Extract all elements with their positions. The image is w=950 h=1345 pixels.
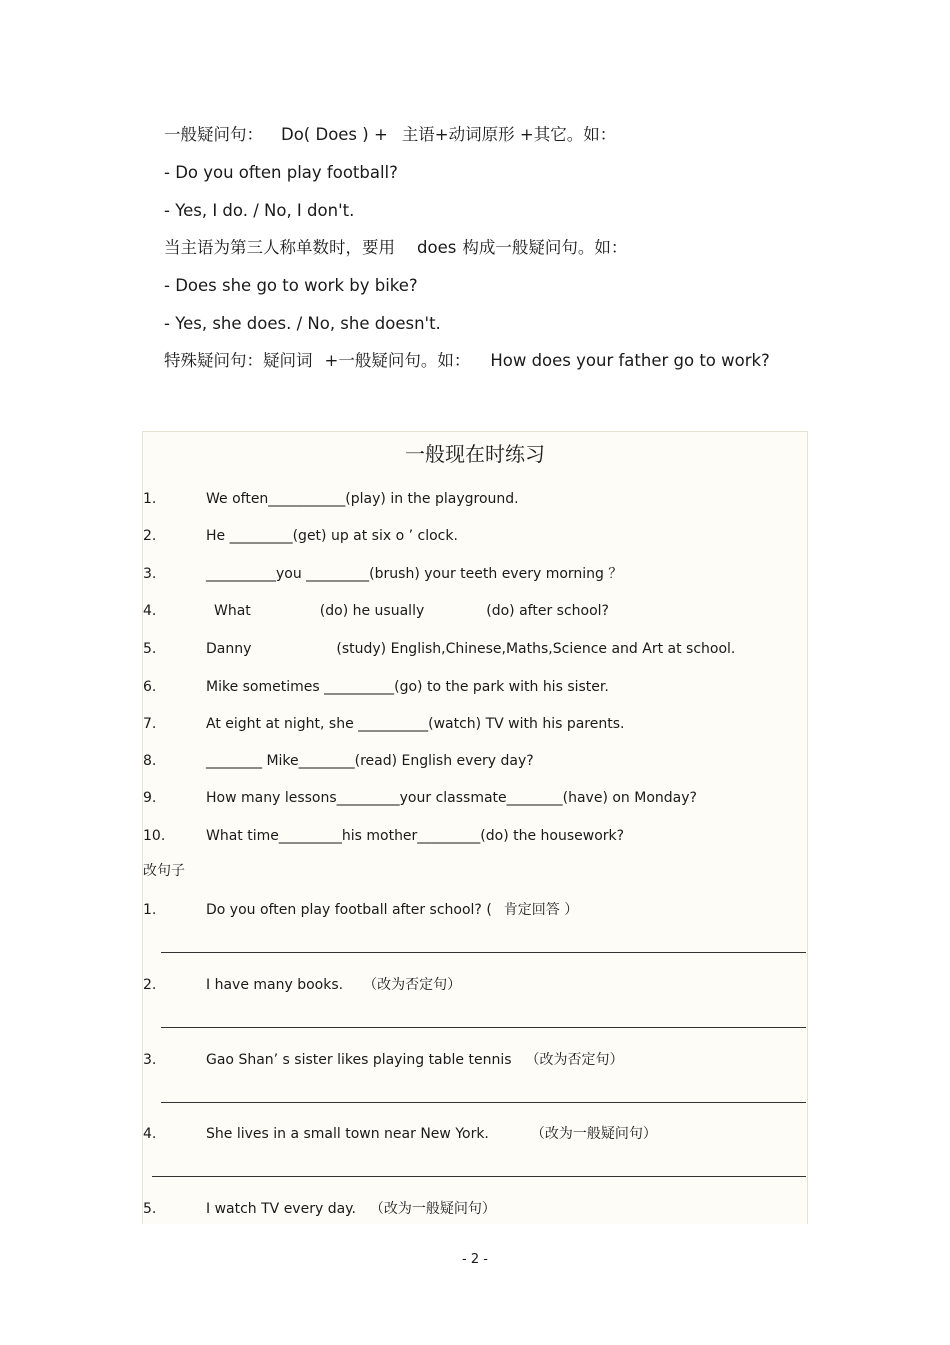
example-question-1: - Do you often play football? — [164, 163, 398, 182]
answer-line[interactable] — [161, 1027, 806, 1028]
rewrite-heading: 改句子 — [143, 863, 185, 879]
special-question-rule: 特殊疑问句：疑问词 +一般疑问句。如： How does your father go to work? — [164, 351, 770, 370]
answer-line[interactable] — [161, 1102, 806, 1103]
example-question-2: - Does she go to work by bike? — [164, 276, 418, 295]
exercise-title: 一般现在时练习 — [405, 442, 545, 466]
example-answer-2: - Yes, she does. / No, she doesn't. — [164, 314, 441, 333]
example-answer-1: - Yes, I do. / No, I don't. — [164, 201, 355, 220]
general-question-rule: 一般疑问句： Do( Does ) + 主语+动词原形 +其它。如： — [164, 125, 617, 144]
answer-line[interactable] — [161, 952, 806, 953]
third-person-rule: 当主语为第三人称单数时，要用 does 构成一般疑问句。如： — [164, 238, 628, 257]
answer-line[interactable] — [152, 1176, 806, 1177]
page-number: - 2 - — [462, 1252, 488, 1267]
